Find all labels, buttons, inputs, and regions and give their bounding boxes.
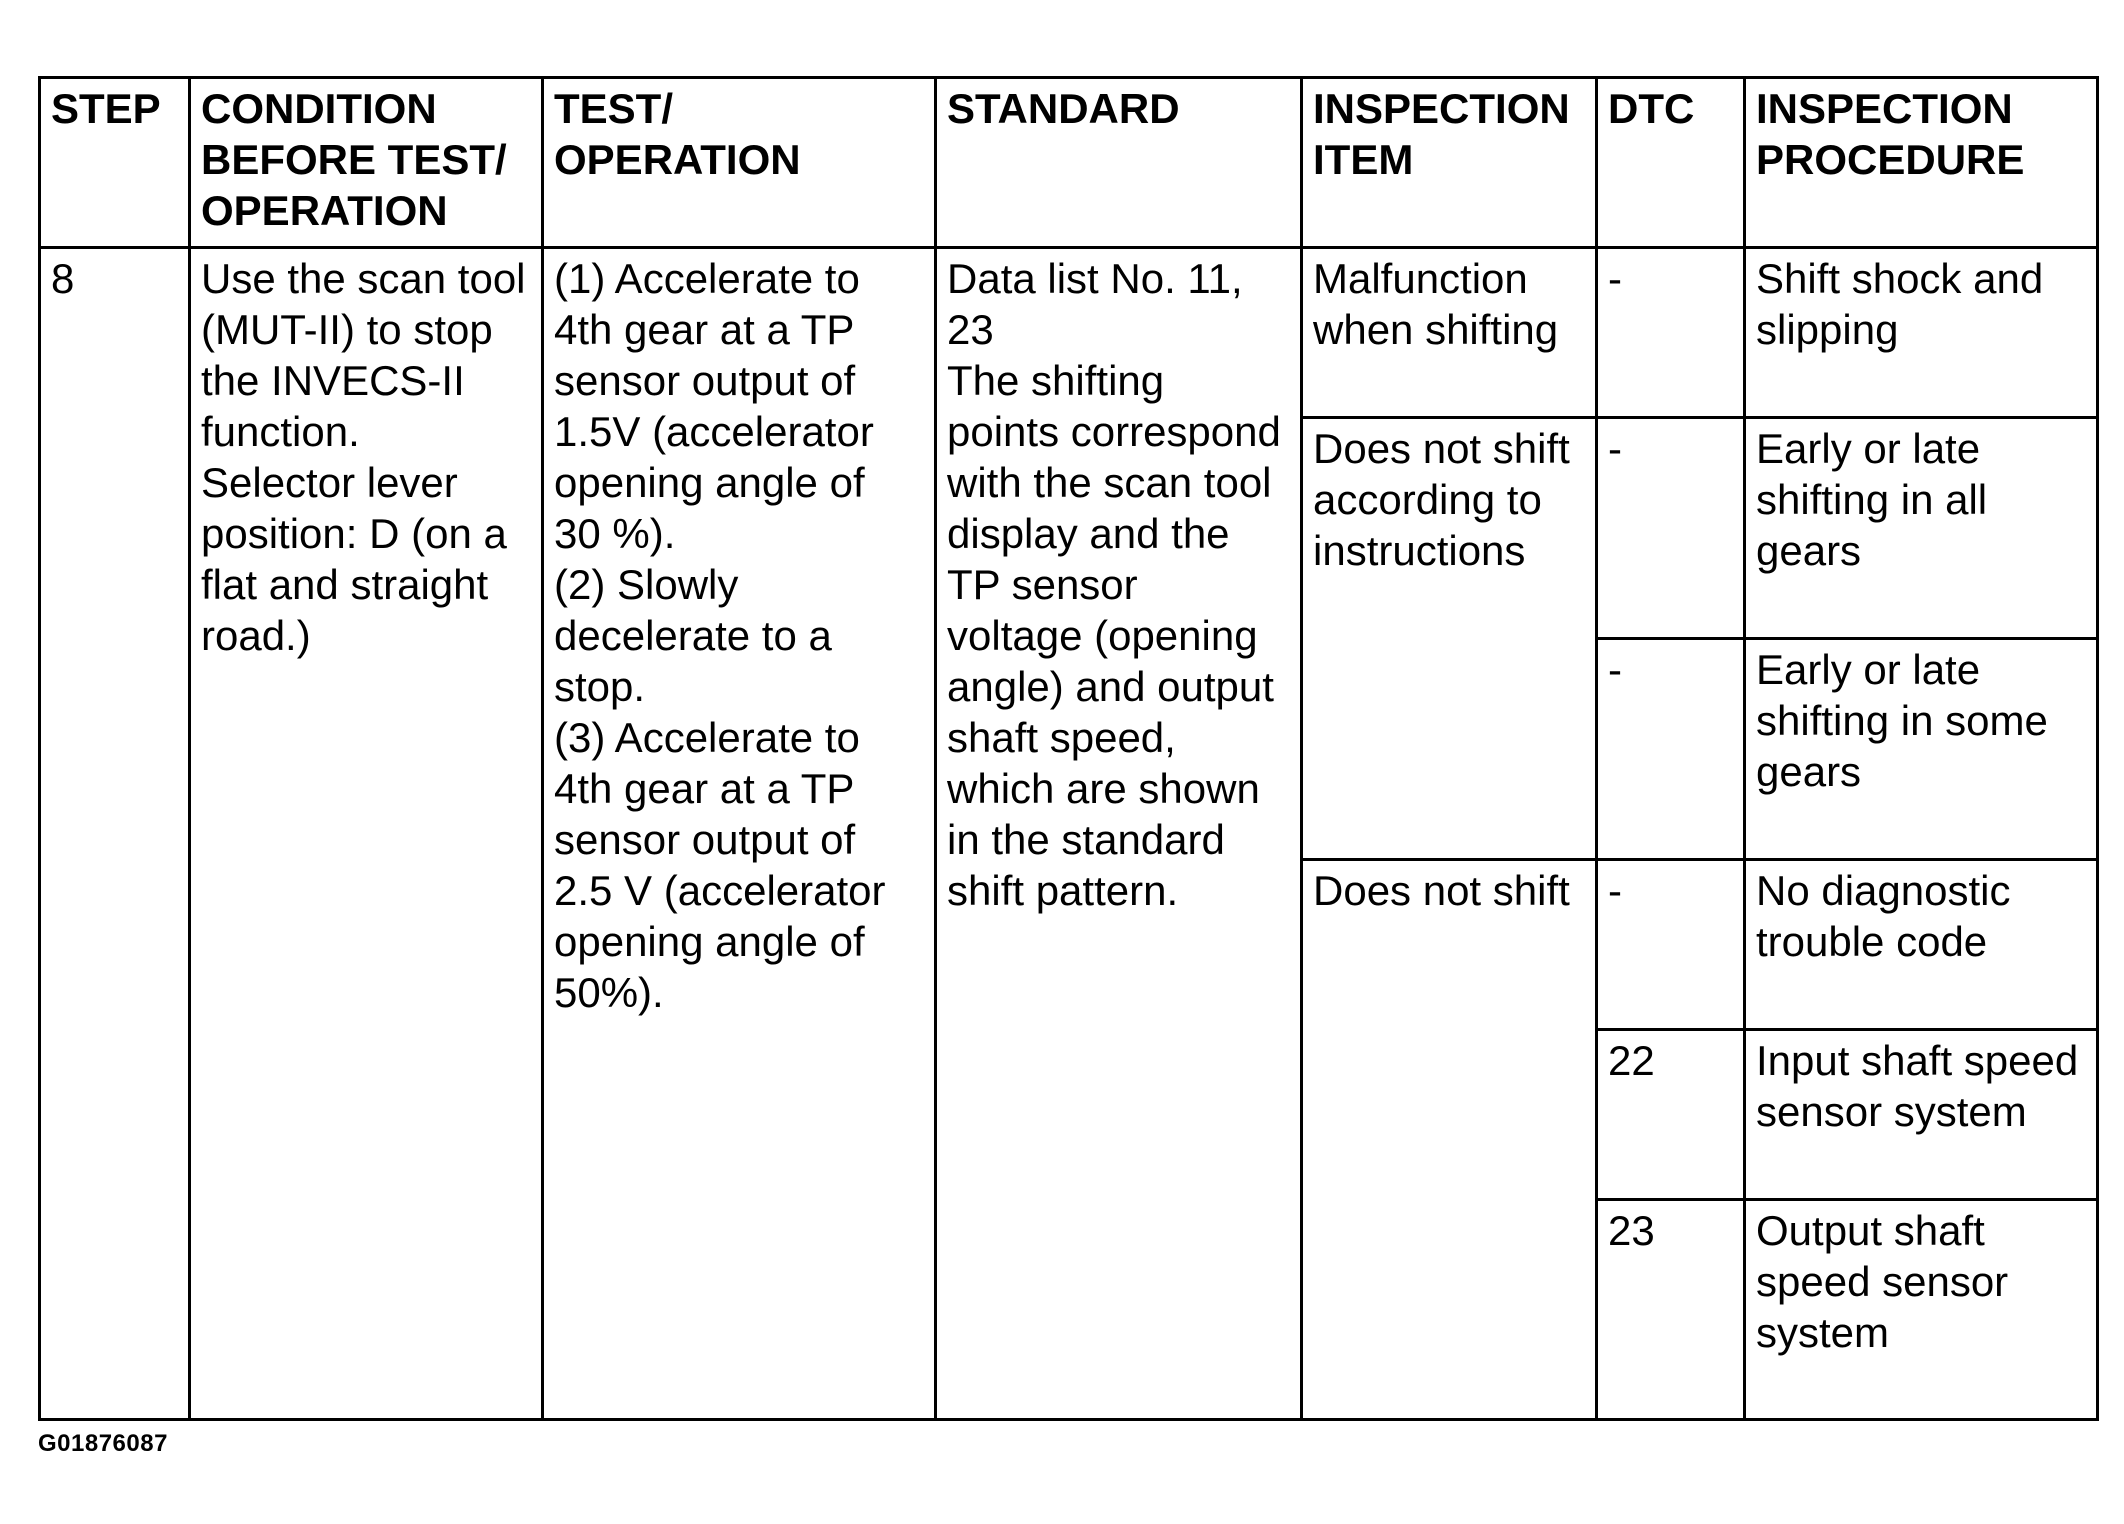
text-line: shaft speed, — [947, 714, 1176, 761]
text-line: decelerate to a — [554, 612, 832, 659]
text-line: Use the scan tool — [201, 255, 526, 302]
text-line: (1) Accelerate to — [554, 255, 860, 302]
procedure-cell — [1745, 1200, 2098, 1420]
dtc-cell: - — [1597, 639, 1745, 860]
header-standard: STANDARD — [936, 78, 1302, 248]
header-inspection-procedure — [1745, 78, 2098, 248]
text-line: INSPECTION — [1756, 85, 2013, 132]
standard-lines — [947, 253, 1290, 916]
text-line: gears — [1756, 527, 1862, 574]
dtc-cell: - — [1597, 860, 1745, 1030]
text-line: TP sensor — [947, 561, 1138, 608]
text-line: ITEM — [1313, 136, 1414, 183]
inspection-item-lines — [1313, 865, 1585, 916]
text-line: according to — [1313, 476, 1542, 523]
condition-lines — [201, 253, 531, 661]
text-line: PROCEDURE — [1756, 136, 2025, 183]
text-line: points correspond — [947, 408, 1281, 455]
text-line: 1.5V (accelerator — [554, 408, 874, 455]
text-line: 4th gear at a TP — [554, 765, 855, 812]
text-line: which are shown — [947, 765, 1260, 812]
header-procedure-lines — [1756, 83, 2086, 185]
text-line: (2) Slowly — [554, 561, 739, 608]
text-line: 50%). — [554, 969, 664, 1016]
text-line: road.) — [201, 612, 311, 659]
text-line: opening angle of — [554, 918, 865, 965]
text-line: shift pattern. — [947, 867, 1179, 914]
header-condition-lines — [201, 83, 531, 236]
text-line: Selector lever — [201, 459, 458, 506]
text-line: Input shaft speed — [1756, 1037, 2079, 1084]
header-condition — [190, 78, 543, 248]
inspection-item-cell — [1302, 418, 1597, 860]
table-row — [40, 248, 2098, 418]
diagnostic-table — [38, 76, 2099, 1421]
text-line: The shifting — [947, 357, 1165, 404]
text-line: sensor output of — [554, 816, 856, 863]
dtc-cell: - — [1597, 248, 1745, 418]
text-line: Malfunction — [1313, 255, 1528, 302]
header-inspection-item — [1302, 78, 1597, 248]
test-operation-lines — [554, 253, 924, 1018]
text-line: 30 %). — [554, 510, 676, 557]
text-line: 23 — [947, 306, 994, 353]
figure-id: G01876087 — [38, 1430, 168, 1457]
text-line: function. — [201, 408, 360, 455]
standard-cell — [936, 248, 1302, 1420]
header-item-lines — [1313, 83, 1585, 185]
text-line: Data list No. 11, — [947, 255, 1243, 302]
text-line: CONDITION — [201, 85, 437, 132]
text-line: (MUT-II) to stop — [201, 306, 493, 353]
text-line: Does not shift — [1313, 867, 1570, 914]
procedure-cell — [1745, 639, 2098, 860]
header-dtc: DTC — [1597, 78, 1745, 248]
dtc-cell: - — [1597, 418, 1745, 639]
text-line: 2.5 V (accelerator — [554, 867, 886, 914]
text-line: flat and straight — [201, 561, 489, 608]
text-line: voltage (opening — [947, 612, 1258, 659]
text-line: sensor system — [1756, 1088, 2027, 1135]
condition-cell — [190, 248, 543, 1420]
procedure-cell — [1745, 248, 2098, 418]
text-line: display and the — [947, 510, 1230, 557]
text-line: OPERATION — [201, 187, 448, 234]
header-test-lines — [554, 83, 924, 185]
text-line: INSPECTION — [1313, 85, 1570, 132]
inspection-item-lines — [1313, 253, 1585, 355]
text-line: shifting in all — [1756, 476, 1988, 523]
text-line: trouble code — [1756, 918, 1988, 965]
text-line: Early or late — [1756, 646, 1981, 693]
text-line: sensor output of — [554, 357, 856, 404]
procedure-cell — [1745, 1030, 2098, 1200]
text-line: Early or late — [1756, 425, 1981, 472]
text-line: position: D (on a — [201, 510, 507, 557]
text-line: stop. — [554, 663, 646, 710]
text-line: (3) Accelerate to — [554, 714, 860, 761]
procedure-lines — [1756, 423, 2086, 576]
text-line: OPERATION — [554, 136, 801, 183]
inspection-item-cell — [1302, 860, 1597, 1420]
text-line: angle) and output — [947, 663, 1274, 710]
inspection-item-cell — [1302, 248, 1597, 418]
text-line: opening angle of — [554, 459, 865, 506]
header-row — [40, 78, 2098, 248]
dtc-cell: 22 — [1597, 1030, 1745, 1200]
text-line: slipping — [1756, 306, 1899, 353]
text-line: in the standard — [947, 816, 1225, 863]
text-line: when shifting — [1313, 306, 1559, 353]
procedure-lines — [1756, 644, 2086, 797]
procedure-cell — [1745, 418, 2098, 639]
text-line: gears — [1756, 748, 1862, 795]
text-line: TEST/ — [554, 85, 674, 132]
procedure-lines — [1756, 253, 2086, 355]
procedure-lines — [1756, 865, 2086, 967]
text-line: Output shaft — [1756, 1207, 1985, 1254]
text-line: system — [1756, 1309, 1890, 1356]
procedure-cell — [1745, 860, 2098, 1030]
header-step: STEP — [40, 78, 190, 248]
header-test-operation — [543, 78, 936, 248]
text-line: shifting in some — [1756, 697, 2048, 744]
text-line: the INVECS-II — [201, 357, 465, 404]
procedure-lines — [1756, 1205, 2086, 1358]
inspection-item-lines — [1313, 423, 1585, 576]
text-line: with the scan tool — [947, 459, 1272, 506]
text-line: 4th gear at a TP — [554, 306, 855, 353]
procedure-lines — [1756, 1035, 2086, 1137]
dtc-cell: 23 — [1597, 1200, 1745, 1420]
step-cell: 8 — [40, 248, 190, 1420]
text-line: Does not shift — [1313, 425, 1570, 472]
text-line: BEFORE TEST/ — [201, 136, 507, 183]
text-line: instructions — [1313, 527, 1526, 574]
text-line: Shift shock and — [1756, 255, 2044, 302]
text-line: speed sensor — [1756, 1258, 2009, 1305]
text-line: No diagnostic — [1756, 867, 2011, 914]
test-operation-cell — [543, 248, 936, 1420]
